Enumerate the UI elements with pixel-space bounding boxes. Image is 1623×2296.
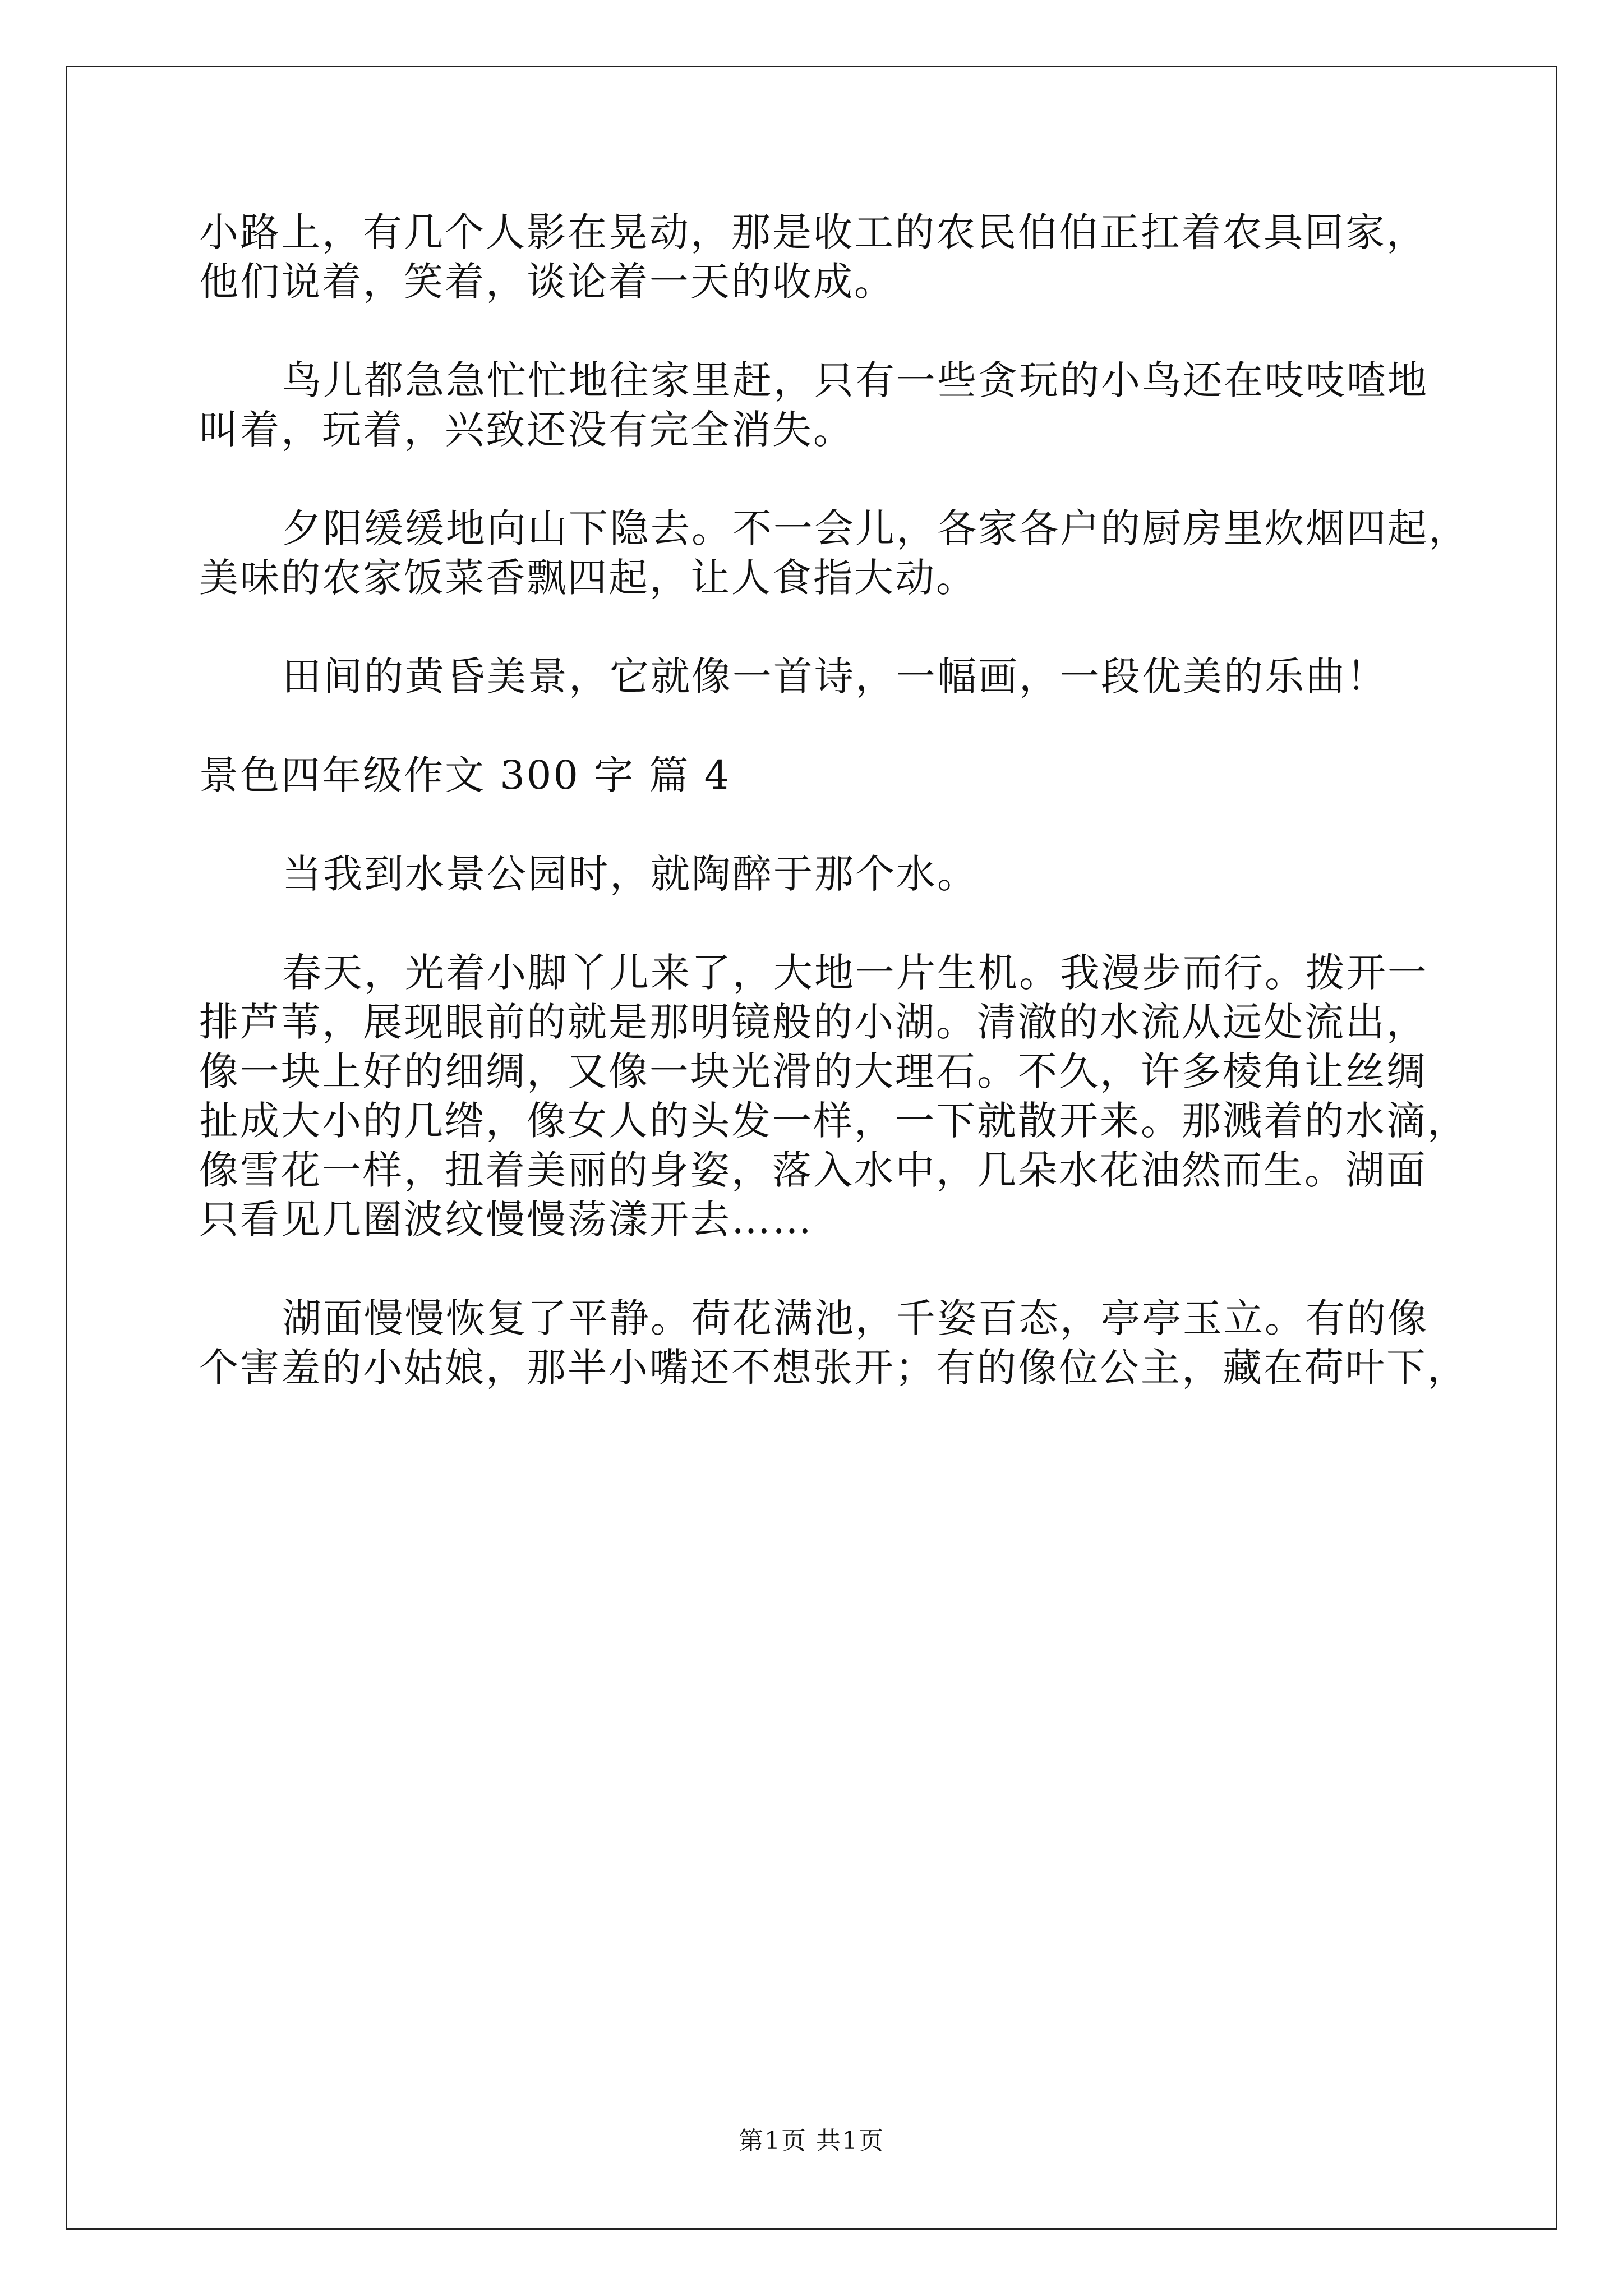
text-line: 个害羞的小姑娘，那半小嘴还不想张开；有的像位公主，藏在荷叶下， [199,1345,1468,1391]
text-line: 小路上，有几个人影在晃动，那是收工的农民伯伯正扛着农具回家， [199,209,1427,255]
text-line: 他们说着，笑着，谈论着一天的收成。 [199,259,895,305]
text-line: 只看见几圈波纹慢慢荡漾开去…… [199,1197,813,1243]
paragraph-start-line: 田间的黄昏美景，它就像一首诗，一幅画，一段优美的乐曲！ [282,654,1387,700]
text-line: 叫着，玩着，兴致还没有完全消失。 [199,407,854,453]
text-line: 美味的农家饭菜香飘四起，让人食指大动。 [199,555,977,601]
text-line: 排芦苇，展现眼前的就是那明镜般的小湖。清澈的水流从远处流出， [199,999,1427,1045]
paragraph-start-line: 鸟儿都急急忙忙地往家里赶，只有一些贪玩的小鸟还在吱吱喳地 [282,357,1428,403]
text-line: 像一块上好的细绸，又像一块光滑的大理石。不久，许多棱角让丝绸 [199,1048,1427,1094]
text-line: 扯成大小的几绺，像女人的头发一样，一下就散开来。那溅着的水滴， [199,1098,1468,1144]
paragraph-start-line: 夕阳缓缓地向山下隐去。不一会儿，各家各户的厨房里炊烟四起， [282,505,1469,551]
section-heading: 景色四年级作文 300 字 篇 4 [199,752,731,798]
paragraph-start-line: 湖面慢慢恢复了平静。荷花满池，千姿百态，亭亭玉立。有的像 [282,1295,1428,1341]
paragraph-start-line: 当我到水景公园时，就陶醉于那个水。 [282,851,978,897]
paragraph-start-line: 春天，光着小脚丫儿来了，大地一片生机。我漫步而行。拨开一 [282,950,1428,996]
page-footer: 第1页 共1页 [739,2127,884,2155]
text-line: 像雪花一样，扭着美丽的身姿，落入水中，几朵水花油然而生。湖面 [199,1147,1427,1193]
document-body [199,208,1469,1392]
